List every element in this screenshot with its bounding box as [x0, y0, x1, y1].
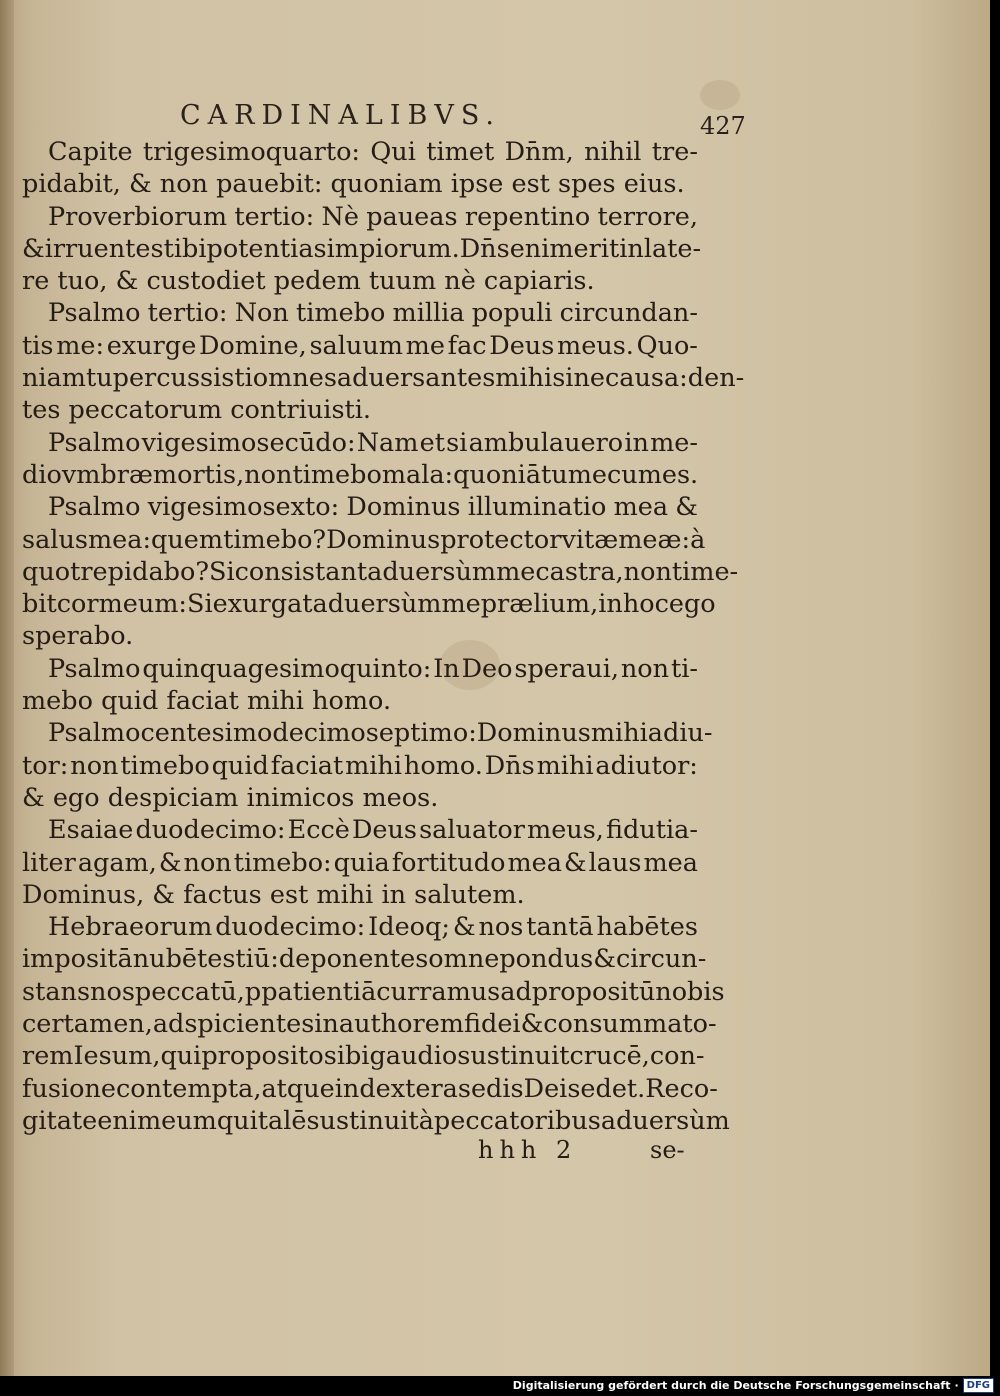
text-word: quo [22, 556, 71, 587]
running-head: CARDINALIBVS. [180, 100, 501, 131]
text-line [22, 330, 698, 362]
text-word: me [441, 589, 481, 620]
text-line [22, 588, 716, 620]
text-word: adiu- [647, 718, 713, 749]
text-word: consummato- [543, 1009, 717, 1040]
text-word: quoniā [453, 459, 542, 490]
text-line [22, 136, 698, 168]
text-word: prælium, [480, 589, 599, 620]
text-word: duodecimo: [215, 912, 366, 943]
text-word: & [452, 912, 476, 943]
footer-separator: · [954, 1379, 959, 1392]
text-word: propositū [531, 976, 656, 1007]
text-word: est [269, 879, 317, 910]
text-word: cor [56, 589, 99, 620]
text-word: curramus [376, 976, 501, 1007]
text-word: nos [90, 976, 135, 1007]
text-word: nubē [132, 944, 197, 975]
text-word: gitate [22, 1105, 98, 1136]
catch-line [0, 1136, 990, 1168]
text-word: testiū: [196, 944, 279, 975]
text-word: Dominus [476, 718, 591, 749]
text-word: exurgat [212, 589, 313, 620]
text-word: vigesimosecūdo: [141, 427, 356, 458]
text-word: eius. [623, 169, 685, 200]
digitization-footer [513, 1378, 994, 1393]
text-word: quid [211, 750, 269, 781]
text-word: me [496, 556, 536, 587]
text-word: mihi [536, 750, 594, 781]
text-line [22, 911, 698, 943]
text-word: mihi [247, 686, 313, 717]
text-word: tertio: [147, 298, 228, 329]
text-word: Quo- [636, 330, 698, 361]
text-word: duodecimo: [135, 815, 286, 846]
text-word: faciat [270, 750, 344, 781]
text-word: pauebit: [216, 169, 331, 200]
text-word: vmbræ [61, 459, 153, 490]
text-line [22, 362, 745, 394]
text-word: ad [500, 976, 532, 1007]
page-gutter-edge [0, 0, 14, 1376]
text-word: potentias [206, 233, 327, 264]
text-word: populi [471, 298, 553, 329]
text-word: & [152, 879, 184, 910]
text-word: Eccè [287, 815, 350, 846]
text-word: mihi [316, 879, 382, 910]
text-word: vitæ [561, 524, 619, 555]
text-word: consistant [234, 556, 368, 587]
text-word: saluator [419, 815, 525, 846]
text-word: meos. [362, 782, 439, 813]
text-word: eum [161, 1105, 217, 1136]
text-word: authorem [338, 1009, 464, 1040]
text-word: centesimo [140, 718, 273, 749]
text-word: trigesimoquarto: [142, 137, 361, 167]
text-word: Qui [370, 137, 416, 167]
text-word: timebo? [223, 524, 327, 555]
text-line [22, 168, 698, 200]
text-word: ipse [450, 169, 512, 200]
text-line [22, 750, 698, 782]
text-word: à [690, 524, 706, 555]
text-word: tibi [163, 233, 207, 264]
text-word: mala: [381, 459, 454, 490]
folio-page-number: 427 [700, 112, 746, 140]
text-word: fidei [463, 1009, 521, 1040]
text-word: liter [22, 847, 76, 878]
signature-mark: hhh 2 [478, 1136, 578, 1164]
text-word: Dei [523, 1073, 568, 1104]
text-word: paueas [366, 201, 458, 232]
text-word: sibi [323, 1041, 370, 1072]
text-word: time- [671, 556, 739, 587]
text-word: aduersantes [336, 363, 496, 394]
text-word: nos [478, 912, 524, 943]
text-word: à [418, 1105, 434, 1136]
text-word: meum: [98, 589, 188, 620]
text-word: tu [85, 363, 113, 394]
text-word: impiorum. [326, 233, 460, 264]
text-word: irruentes [44, 233, 164, 264]
text-word: pondus [499, 944, 594, 975]
text-word: circun- [615, 944, 707, 975]
text-word: Dn̄s [484, 750, 535, 781]
text-word: ego [668, 589, 716, 620]
text-word: sustinuit [306, 1105, 419, 1136]
text-word: mihi [495, 363, 553, 394]
text-word: non [620, 653, 670, 684]
text-word: Dominus, [22, 879, 153, 910]
text-word: Ideoq; [368, 912, 450, 943]
text-word: & [128, 169, 160, 200]
text-word: fusione [22, 1073, 116, 1104]
text-word: mortis, [152, 459, 245, 490]
text-word: Psalmo [48, 298, 141, 329]
text-word: tu [541, 459, 568, 490]
text-word: certamen, [22, 1009, 153, 1040]
text-word: qui [160, 1041, 202, 1072]
text-line [22, 201, 698, 233]
text-line [22, 491, 698, 523]
text-word: Dominus [346, 492, 461, 523]
text-word: timet [426, 137, 495, 167]
text-word: qui [216, 1105, 258, 1136]
text-line [22, 459, 698, 491]
text-word: quem [151, 524, 224, 555]
text-line [22, 685, 698, 717]
text-word: pidabit, [22, 169, 129, 200]
text-word: capiaris. [483, 266, 595, 297]
text-word: nihil [584, 137, 642, 167]
text-word: saluum [309, 330, 403, 361]
text-word: adiutor: [595, 750, 698, 781]
text-word: timebo [292, 459, 382, 490]
text-word: repentino [464, 201, 591, 232]
text-word: in [334, 1073, 360, 1104]
text-word: fac [447, 330, 487, 361]
paper-stain [700, 80, 740, 110]
text-word: patientiā [261, 976, 377, 1007]
text-word: inimicos [246, 782, 363, 813]
text-line [22, 717, 713, 749]
text-word: me- [650, 427, 698, 458]
text-word: bit [22, 589, 57, 620]
text-word: ego [52, 782, 108, 813]
text-word: tor: [22, 750, 69, 781]
text-word: & [22, 782, 53, 813]
text-word: Deo [461, 653, 513, 684]
text-word: omnes [252, 363, 337, 394]
text-word: habētes [596, 912, 698, 943]
text-word: & [675, 492, 698, 523]
text-word: & [115, 266, 147, 297]
text-word: Psalmo [48, 653, 141, 684]
text-word: non [183, 847, 232, 878]
text-word: mea [613, 492, 669, 523]
text-word: peccatū, [134, 976, 245, 1007]
text-word: crucē, [569, 1041, 650, 1072]
footer-credit-text: Digitalisierung gefördert durch die Deutsche Forschungsgemeinschaft [512, 1379, 951, 1392]
text-word: Capite [48, 137, 133, 167]
text-word: vigesimosexto: [147, 492, 340, 523]
text-word: peccatoribus [433, 1105, 601, 1136]
text-word: niam [22, 363, 86, 394]
text-word: tantā [526, 912, 594, 943]
text-word: dextera [359, 1073, 458, 1104]
text-word: Psalmo [48, 427, 141, 458]
text-word: Psalmo [48, 492, 141, 523]
text-word: deponentes [278, 944, 429, 975]
text-word: est [511, 169, 559, 200]
text-word: aduersùm [312, 589, 442, 620]
text-line [22, 524, 706, 556]
text-line [22, 847, 698, 879]
text-word: ambulauero [468, 427, 624, 458]
text-line [22, 394, 698, 426]
text-word: & [22, 233, 45, 264]
text-line [22, 976, 725, 1008]
text-word: me [405, 330, 445, 361]
text-word: in [598, 589, 623, 620]
text-word: late- [643, 233, 702, 264]
text-line [22, 943, 707, 975]
text-word: Iesum, [73, 1041, 161, 1072]
text-word: omne [428, 944, 500, 975]
text-word: sedis [457, 1073, 524, 1104]
text-line [22, 265, 698, 297]
text-word: mea [507, 847, 562, 878]
main-text-block [22, 136, 745, 1137]
text-word: millia [392, 298, 465, 329]
text-word: mihi [590, 718, 648, 749]
text-word: quid [101, 686, 167, 717]
text-line [22, 297, 698, 329]
text-word: contriuisti. [230, 395, 372, 426]
text-word: erit [573, 233, 620, 264]
text-word: stans [22, 976, 91, 1007]
text-word: meus, [527, 815, 604, 846]
text-word: Psalmo [48, 718, 141, 749]
text-word: me: [56, 330, 105, 361]
text-word: protector [440, 524, 562, 555]
text-word: Proverbiorum [48, 201, 228, 232]
text-word: Non [234, 298, 289, 329]
text-line [22, 427, 698, 459]
text-word: rem [22, 1041, 74, 1072]
text-word: tertio: [234, 201, 315, 232]
text-word: nè [444, 266, 484, 297]
text-word: non [159, 169, 217, 200]
text-word: castra, [535, 556, 624, 587]
text-word: sedet. [567, 1073, 646, 1104]
text-word: Dn̄s [459, 233, 510, 264]
text-word: sperabo. [22, 621, 134, 652]
text-word: Reco- [645, 1073, 718, 1104]
text-word: tis [22, 330, 54, 361]
text-word: Domine, [198, 330, 307, 361]
text-word: & [158, 847, 182, 878]
text-word: custodiet [146, 266, 274, 297]
text-word: Deus [489, 330, 555, 361]
text-word: Hebraeorum [48, 912, 213, 943]
text-word: non [623, 556, 672, 587]
text-word: peccatorum [68, 395, 231, 426]
text-line [22, 814, 698, 846]
text-line [22, 879, 698, 911]
text-line [22, 1073, 718, 1105]
text-word: fortitudo [391, 847, 506, 878]
text-word: contempta, [115, 1073, 262, 1104]
text-word: tuo, [57, 266, 116, 297]
text-word: terrore, [597, 201, 698, 232]
text-word: timebo [120, 750, 210, 781]
text-line [22, 1040, 705, 1072]
text-word: agam, [77, 847, 157, 878]
text-word: salutem. [414, 879, 525, 910]
text-word: causa: [604, 363, 688, 394]
text-word: enim [97, 1105, 162, 1136]
text-word: Dominus [326, 524, 441, 555]
text-word: trepidabo? [70, 556, 209, 587]
text-word: in [624, 427, 649, 458]
text-word: & [593, 944, 616, 975]
text-word: Nè [321, 201, 359, 232]
text-word: re [22, 266, 58, 297]
text-word: meus. [557, 330, 634, 361]
text-word: Nam [356, 427, 419, 458]
text-word: & [520, 1009, 544, 1040]
text-word: ti- [670, 653, 698, 684]
text-word: pedem [273, 266, 369, 297]
text-line [22, 1008, 717, 1040]
text-word: in [619, 233, 644, 264]
text-word: mea: [87, 524, 152, 555]
text-word: factus [183, 879, 270, 910]
text-word: tre- [651, 137, 698, 167]
text-word: quinquagesimoquinto: [142, 653, 432, 684]
text-word: in [314, 1009, 339, 1040]
text-word: Si [209, 556, 235, 587]
text-word: sine [552, 363, 605, 394]
text-word: quoniam [330, 169, 451, 200]
text-line [22, 556, 739, 588]
text-word: fidutia- [606, 815, 698, 846]
text-line [22, 1105, 730, 1137]
text-word: despiciam [107, 782, 247, 813]
text-word: circundan- [559, 298, 698, 329]
text-word: enim [509, 233, 574, 264]
text-word: es. [661, 459, 699, 490]
text-word: mebo [22, 686, 102, 717]
text-word: mecum [567, 459, 662, 490]
text-word: timebo [295, 298, 386, 329]
text-word: speraui, [514, 653, 619, 684]
text-word: mea [643, 847, 698, 878]
text-word: Esaiae [48, 815, 134, 846]
text-word: homo. [403, 750, 483, 781]
text-word: nobis [655, 976, 725, 1007]
text-word: in [381, 879, 415, 910]
text-word: Si [187, 589, 213, 620]
text-word: den- [687, 363, 745, 394]
text-word: decimoseptimo: [272, 718, 477, 749]
text-line [22, 653, 698, 685]
text-word: In [433, 653, 460, 684]
text-word: homo. [312, 686, 392, 717]
text-word: timebo: [233, 847, 332, 878]
text-word: talē [257, 1105, 307, 1136]
text-word: sustinuit [457, 1041, 570, 1072]
text-word: aduersùm [600, 1105, 730, 1136]
text-word: aduersùm [367, 556, 497, 587]
text-word: proposito [201, 1041, 324, 1072]
text-word: dio [22, 459, 62, 490]
text-word: non [244, 459, 293, 490]
text-word: et [419, 427, 445, 458]
dfg-logo-icon: DFG [963, 1378, 994, 1393]
text-line [22, 782, 698, 814]
text-word: si [446, 427, 468, 458]
text-word: con- [649, 1041, 705, 1072]
text-word: tuum [368, 266, 445, 297]
text-word: percussisti [112, 363, 253, 394]
text-word: & [563, 847, 587, 878]
catchword: se- [650, 1136, 685, 1164]
text-word: exurge [106, 330, 197, 361]
text-line [22, 620, 698, 652]
text-word: meæ: [618, 524, 691, 555]
text-word: laus [588, 847, 642, 878]
text-word: faciat [166, 686, 248, 717]
text-word: illuminatio [467, 492, 607, 523]
text-word: quia [333, 847, 390, 878]
text-word: atque [261, 1073, 335, 1104]
text-word: mihi [345, 750, 403, 781]
text-word: salus [22, 524, 88, 555]
text-word: non [70, 750, 119, 781]
text-word: adspicientes [152, 1009, 315, 1040]
text-word: spes [558, 169, 624, 200]
text-line [22, 233, 702, 265]
text-word: Deus [351, 815, 417, 846]
text-word: hoc [622, 589, 669, 620]
text-word: impositā [22, 944, 133, 975]
text-word: Dn̄m, [504, 137, 574, 167]
text-word: gaudio [369, 1041, 458, 1072]
text-word: p [244, 976, 262, 1007]
text-word: tes [22, 395, 69, 426]
